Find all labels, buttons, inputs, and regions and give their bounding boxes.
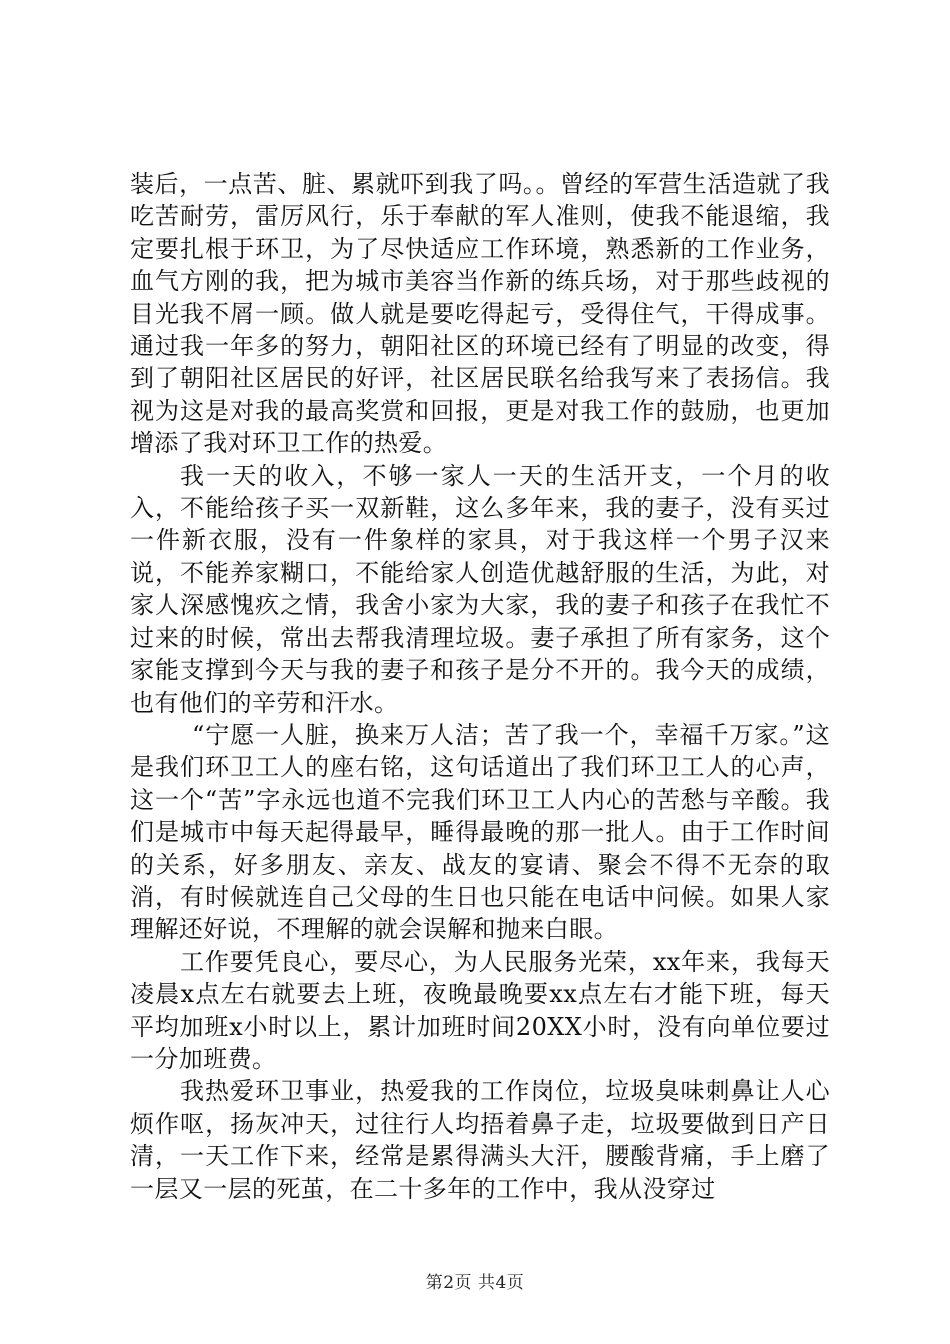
paragraph-overtime: 工作要凭良心，要尽心，为人民服务光荣，xx年来，我每天凌晨x点左右就要去上班，夜晚最晚要xx点左右才能下班，每天平均加班x小时以上，累计加班时间20XX小时，没有向单位要过一分加班费。 <box>130 947 830 1073</box>
document-body <box>130 168 830 1205</box>
paragraph-motto: “宁愿一人脏，换来万人洁；苦了我一个，幸福千万家。”这是我们环卫工人的座右铭，这句话道出了我们环卫工人的心声，这一个“苦”字永远也道不完我们环卫工人内心的苦愁与辛酸。我们是城市中每天起得最早，睡得最晚的那一批人。由于工作时间的关系，好多朋友、亲友、战友的宴请、聚会不得不无奈的取消，有时候就连自己父母的生日也只能在电话中问候。如果人家理解还好说，不理解的就会误解和抛来白眼。 <box>130 720 830 944</box>
paragraph-income: 我一天的收入，不够一家人一天的生活开支，一个月的收入，不能给孩子买一双新鞋，这么多年来，我的妻子，没有买过一件新衣服，没有一件象样的家具，对于我这样一个男子汉来说，不能养家糊口，不能给家人创造优越舒服的生活，为此，对家人深感愧疚之情，我舍小家为大家，我的妻子和孩子在我忙不过来的时候，常出去帮我清理垃圾。妻子承担了所有家务，这个家能支撑到今天与我的妻子和孩子是分不开的。我今天的成绩，也有他们的辛劳和汗水。 <box>130 461 830 717</box>
paragraph-continuation: 装后，一点苦、脏、累就吓到我了吗。。曾经的军营生活造就了我吃苦耐劳，雷厉风行，乐于奉献的军人准则，使我不能退缩，我定要扎根于环卫，为了尽快适应工作环境，熟悉新的工作业务，血气方刚的我，把为城市美容当作新的练兵场，对于那些歧视的目光我不屑一顾。做人就是要吃得起亏，受得住气，干得成事。通过我一年多的努力，朝阳社区的环境已经有了明显的改变，得到了朝阳社区居民的好评，社区居民联名给我写来了表扬信。我视为这是对我的最高奖赏和回报，更是对我工作的鼓励，也更加增添了我对环卫工作的热爱。 <box>130 170 830 458</box>
page-number-footer: 第2页 共4页 <box>425 1273 525 1293</box>
paragraph-love-of-work: 我热爱环卫事业，热爱我的工作岗位，垃圾臭味刺鼻让人心烦作呕，扬灰冲天，过往行人均捂着鼻子走，垃圾要做到日产日清，一天工作下来，经常是累得满头大汗，腰酸背痛，手上磨了一层又一层的死茧，在二十多年的工作中，我从没穿过 <box>130 1077 830 1203</box>
